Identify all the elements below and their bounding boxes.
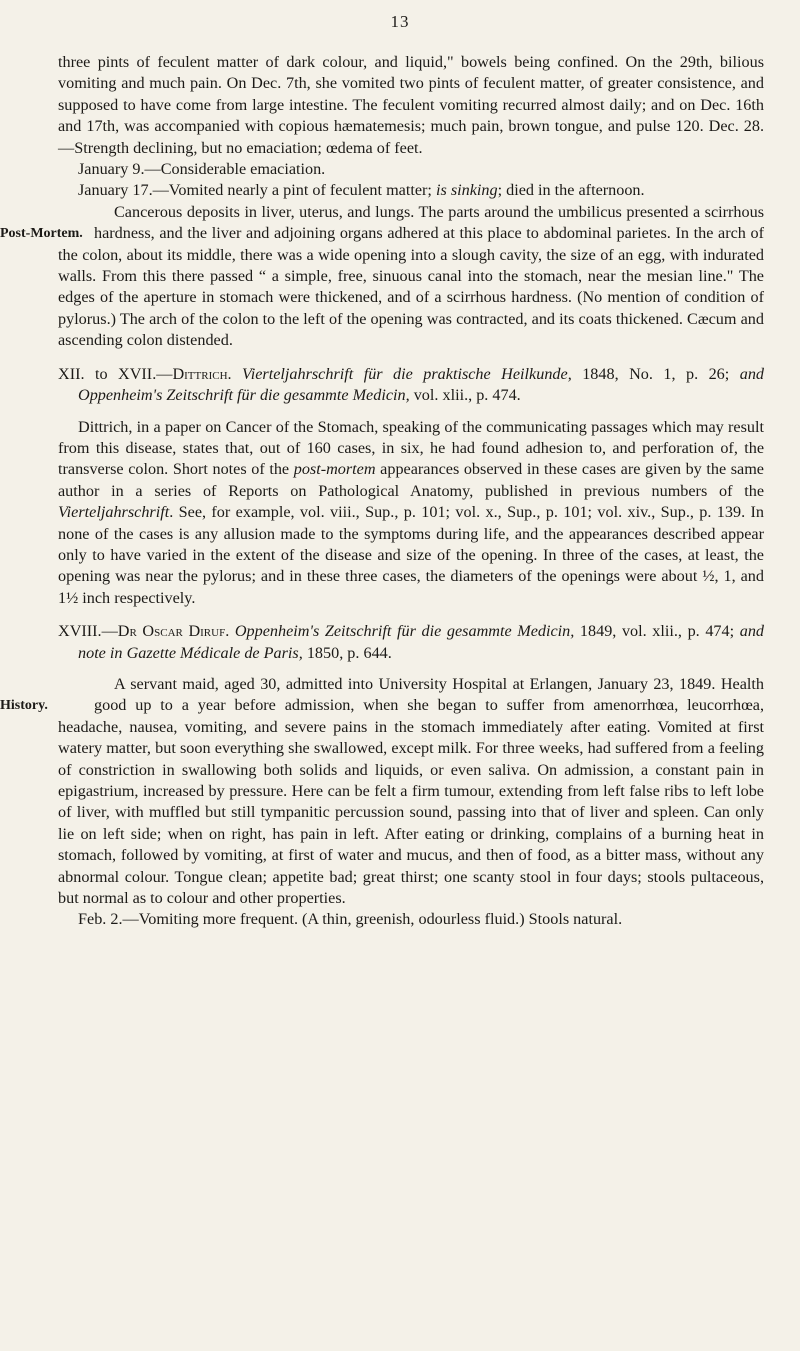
margin-label-post-mortem: Post-Mortem. xyxy=(0,225,83,241)
reference-xii-xvii: XII. to XVII.—Dittrich. Vierteljahrschrift für die praktische Heilkunde, 1848, No. 1, p. 26; and Oppenheim's Zeitschrift für die gesammte Medicin, vol. xlii., p. 474. xyxy=(58,364,765,405)
case-continuation-paragraph: three pints of feculent matter of dark colour, and liquid," bowels being confined. On the 29th, bilious vomiting and much pain. On Dec. 7th, she vomited two pints of feculent matter, of greater consistence, and supposed to have come from large intestine. The feculent vomiting recurred almost daily; and on Dec. 16th and 17th, was accompanied with copious hæmatemesis; much pain, brown tongue, and pulse 120. Dec. 28.—Strength declining, but no emaciation; œdema of feet. xyxy=(58,53,764,157)
page-number: 13 xyxy=(390,12,410,31)
page-body xyxy=(0,52,765,931)
entry-feb-2: Feb. 2.—Vomiting more frequent. (A thin, greenish, odourless fluid.) Stools natural. xyxy=(78,910,623,929)
history-paragraph: History. A servant maid, aged 30, admitted into University Hospital at Erlangen, January 23, 1849. Health good up to a year before admission, when she began to suffer from amenorrhœa, leucorrhœa, headache, nausea, vomiting, and severe pains in the stomach immediately after eating. Vomited at first watery matter, but soon everything she swallowed, except milk. For three weeks, had suffered from a feeling of constriction in swallowing both solids and liquids, or even saliva. On admission, a constant pain in epigastrium, increased by pressure. Here can be felt a firm tumour, extending from left false ribs to left lobe of liver, with muffled but still tympanitic percussion sound, passing into that of liver and spleen. Can only lie on left side; when on right, has pain in left. After eating or drinking, complains of a burning heat in stomach, followed by vomiting, at first of water and mucus, and then of food, as a bitter mass, without any abnormal colour. Tongue clean; appetite bad; great thirst; one scanty stool in four days; stools pultaceous, but normal as to colour and other properties. xyxy=(0,674,764,908)
margin-label-history: History. xyxy=(0,697,48,713)
entry-january-9: January 9.—Considerable emaciation. xyxy=(78,160,326,179)
dittrich-paragraph: Dittrich, in a paper on Cancer of the Stomach, speaking of the communicating passages which may result from this disease, states that, out of 160 cases, in six, he had found adhesion to, and perforation of, the transverse colon. Short notes of the post-mortem appearances observed in these cases are given by the same author in a series of Reports on Pathological Anatomy, published in previous numbers of the Vierteljahrschrift. See, for example, vol. viii., Sup., p. 101; vol. x., Sup., p. 101; vol. xiv., Sup., p. 139. In none of the cases is any allusion made to the symptoms during life, and the appearances described appear only to have varied in the extent of the disease and size of the opening. In three of the cases, at least, the opening was near the pylorus; and in these three cases, the diameters of the openings were about ½, 1, and 1½ inch respectively. xyxy=(58,417,764,607)
post-mortem-paragraph: Post-Mortem. Cancerous deposits in liver, uterus, and lungs. The parts around the umbilicus presented a scirrhous hardness, and the liver and adjoining organs adhered at this place to abdominal parietes. In the arch of the colon, about its middle, there was a wide opening into a slough cavity, the size of an egg, with indurated walls. From this there passed “ a simple, free, sinuous canal into the stomach, near the mesian line." The edges of the aperture in stomach were thickened, and of a scirrhous hardness. (No mention of condition of pylorus.) The arch of the colon to the left of the opening was contracted, and its coats thickened. Cæcum and ascending colon distended. xyxy=(0,202,764,350)
reference-xviii: XVIII.—Dr Oscar Diruf. Oppenheim's Zeitschrift für die gesammte Medicin, 1849, vol. xlii., p. 474; and note in Gazette Médicale de Paris, 1850, p. 644. xyxy=(58,622,764,662)
entry-january-17: January 17.—Vomited nearly a pint of feculent matter; is sinking; died in the afternoon. xyxy=(78,181,645,200)
